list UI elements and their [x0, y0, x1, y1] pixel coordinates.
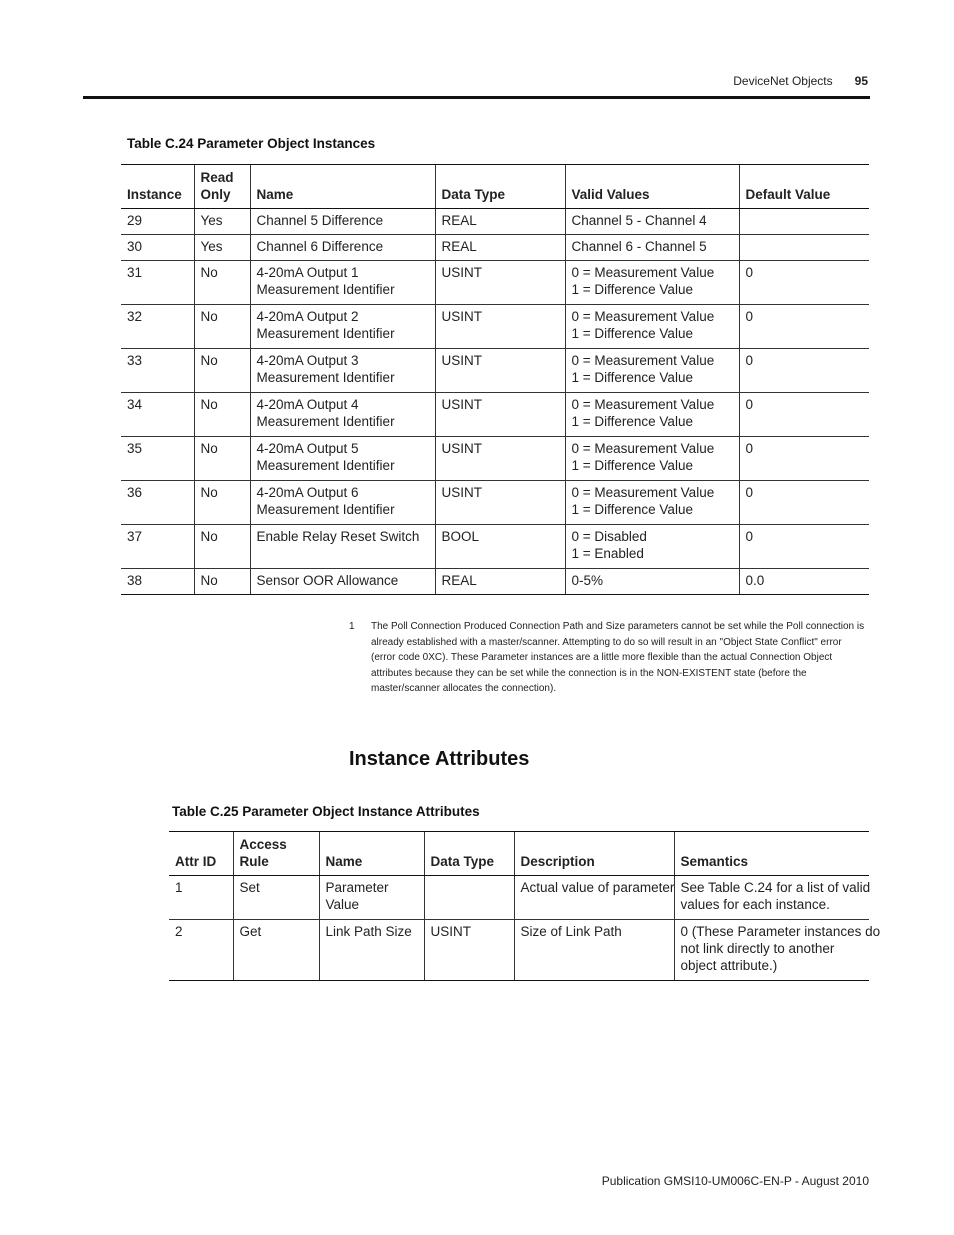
cell-instance: 34 — [121, 393, 194, 437]
cell-read-only: No — [194, 261, 250, 305]
cell-valid-values: 0 = Measurement Value 1 = Difference Value — [565, 481, 739, 525]
cell-name: 4-20mA Output 6 Measurement Identifier — [250, 481, 435, 525]
cell-name: Channel 6 Difference — [250, 235, 435, 261]
cell-name: 4-20mA Output 2 Measurement Identifier — [250, 305, 435, 349]
cell-valid-values: 0 = Measurement Value 1 = Difference Value — [565, 437, 739, 481]
cell-read-only: No — [194, 349, 250, 393]
cell-attr-id: 2 — [169, 920, 233, 981]
cell-attr-id: 1 — [169, 876, 233, 920]
cell-read-only: No — [194, 437, 250, 481]
cell-instance: 30 — [121, 235, 194, 261]
cell-default-value: 0 — [739, 261, 869, 305]
cell-instance: 29 — [121, 209, 194, 235]
cell-valid-values: Channel 6 - Channel 5 — [565, 235, 739, 261]
footnote-number: 1 — [349, 621, 355, 632]
col-header-access-rule: Access Rule — [233, 832, 319, 876]
table1-caption: Table C.24 Parameter Object Instances — [127, 136, 376, 151]
cell-instance: 37 — [121, 525, 194, 569]
cell-data-type: USINT — [435, 393, 565, 437]
parameter-object-instance-attributes-table — [169, 831, 881, 981]
cell-data-type: USINT — [435, 481, 565, 525]
cell-instance: 33 — [121, 349, 194, 393]
table-row — [121, 209, 869, 235]
cell-description: Size of Link Path — [514, 920, 674, 981]
cell-valid-values: 0 = Measurement Value 1 = Difference Value — [565, 393, 739, 437]
table-header-row — [169, 832, 869, 876]
cell-read-only: No — [194, 525, 250, 569]
table-row — [169, 920, 869, 981]
cell-valid-values: 0-5% — [565, 569, 739, 595]
cell-instance: 38 — [121, 569, 194, 595]
cell-valid-values: Channel 5 - Channel 4 — [565, 209, 739, 235]
cell-read-only: No — [194, 569, 250, 595]
cell-default-value: 0 — [739, 305, 869, 349]
cell-valid-values: 0 = Measurement Value 1 = Difference Value — [565, 305, 739, 349]
cell-default-value: 0 — [739, 393, 869, 437]
cell-data-type: REAL — [435, 569, 565, 595]
cell-default-value: 0 — [739, 481, 869, 525]
cell-read-only: Yes — [194, 209, 250, 235]
header-section-title: DeviceNet Objects — [733, 74, 833, 88]
table-row — [121, 525, 869, 569]
table-row — [121, 349, 869, 393]
cell-data-type: USINT — [424, 920, 514, 981]
cell-instance: 31 — [121, 261, 194, 305]
cell-default-value: 0 — [739, 437, 869, 481]
col-header-name: Name — [250, 165, 435, 209]
header-rule — [83, 96, 870, 99]
cell-name: 4-20mA Output 3 Measurement Identifier — [250, 349, 435, 393]
table-row — [121, 261, 869, 305]
cell-default-value: 0.0 — [739, 569, 869, 595]
parameter-object-instances-table — [121, 164, 869, 595]
cell-instance: 32 — [121, 305, 194, 349]
col-header-instance: Instance — [121, 165, 194, 209]
table2-caption: Table C.25 Parameter Object Instance Attributes — [172, 804, 480, 819]
table-row — [121, 481, 869, 525]
cell-name: Parameter Value — [319, 876, 424, 920]
cell-valid-values: 0 = Measurement Value 1 = Difference Value — [565, 261, 739, 305]
table-row — [121, 393, 869, 437]
col-header-data-type: Data Type — [435, 165, 565, 209]
cell-read-only: Yes — [194, 235, 250, 261]
running-header — [733, 74, 868, 88]
table-row — [121, 235, 869, 261]
cell-name: 4-20mA Output 1 Measurement Identifier — [250, 261, 435, 305]
table-row — [121, 305, 869, 349]
cell-instance: 36 — [121, 481, 194, 525]
section-heading: Instance Attributes — [349, 748, 530, 770]
page-number: 95 — [854, 74, 868, 88]
footnote — [349, 619, 869, 697]
col-header-name: Name — [319, 832, 424, 876]
table-row — [169, 876, 869, 920]
col-header-valid-values: Valid Values — [565, 165, 739, 209]
cell-data-type — [424, 876, 514, 920]
table-row — [121, 569, 869, 595]
cell-data-type: USINT — [435, 305, 565, 349]
cell-name: Enable Relay Reset Switch — [250, 525, 435, 569]
cell-data-type: USINT — [435, 349, 565, 393]
cell-name: Channel 5 Difference — [250, 209, 435, 235]
table-row — [121, 437, 869, 481]
cell-valid-values: 0 = Disabled 1 = Enabled — [565, 525, 739, 569]
cell-default-value: 0 — [739, 349, 869, 393]
cell-instance: 35 — [121, 437, 194, 481]
cell-semantics: See Table C.24 for a list of valid values for each instance. — [674, 876, 869, 920]
footnote-text: The Poll Connection Produced Connection Path and Size parameters cannot be set while the Poll connection is already established with a master/scanner. Attempting to do so will result in an "Object State Conflict" error (error code 0XC). These Parameter instances are a little more flexible than the actual Connection Object attributes because they can be set while the connection is in the NON-EXISTENT state (before the master/scanner allocates the connection). — [371, 621, 865, 694]
cell-description: Actual value of parameter — [514, 876, 674, 920]
col-header-semantics: Semantics — [674, 832, 869, 876]
cell-name: 4-20mA Output 4 Measurement Identifier — [250, 393, 435, 437]
cell-data-type: REAL — [435, 209, 565, 235]
col-header-description: Description — [514, 832, 674, 876]
cell-default-value — [739, 209, 869, 235]
cell-valid-values: 0 = Measurement Value 1 = Difference Value — [565, 349, 739, 393]
cell-access-rule: Set — [233, 876, 319, 920]
cell-name: Sensor OOR Allowance — [250, 569, 435, 595]
cell-data-type: USINT — [435, 261, 565, 305]
cell-name: 4-20mA Output 5 Measurement Identifier — [250, 437, 435, 481]
col-header-default-value: Default Value — [739, 165, 869, 209]
col-header-data-type: Data Type — [424, 832, 514, 876]
cell-read-only: No — [194, 393, 250, 437]
cell-read-only: No — [194, 305, 250, 349]
cell-access-rule: Get — [233, 920, 319, 981]
cell-data-type: REAL — [435, 235, 565, 261]
table-header-row — [121, 165, 869, 209]
col-header-read-only: Read Only — [194, 165, 250, 209]
cell-data-type: USINT — [435, 437, 565, 481]
cell-default-value: 0 — [739, 525, 869, 569]
cell-name: Link Path Size — [319, 920, 424, 981]
cell-data-type: BOOL — [435, 525, 565, 569]
col-header-attr-id: Attr ID — [169, 832, 233, 876]
cell-semantics: 0 (These Parameter instances do not link directly to another object attribute.) — [674, 920, 869, 981]
cell-read-only: No — [194, 481, 250, 525]
cell-default-value — [739, 235, 869, 261]
publication-footer: Publication GMSI10-UM006C-EN-P - August 2010 — [601, 1174, 869, 1188]
